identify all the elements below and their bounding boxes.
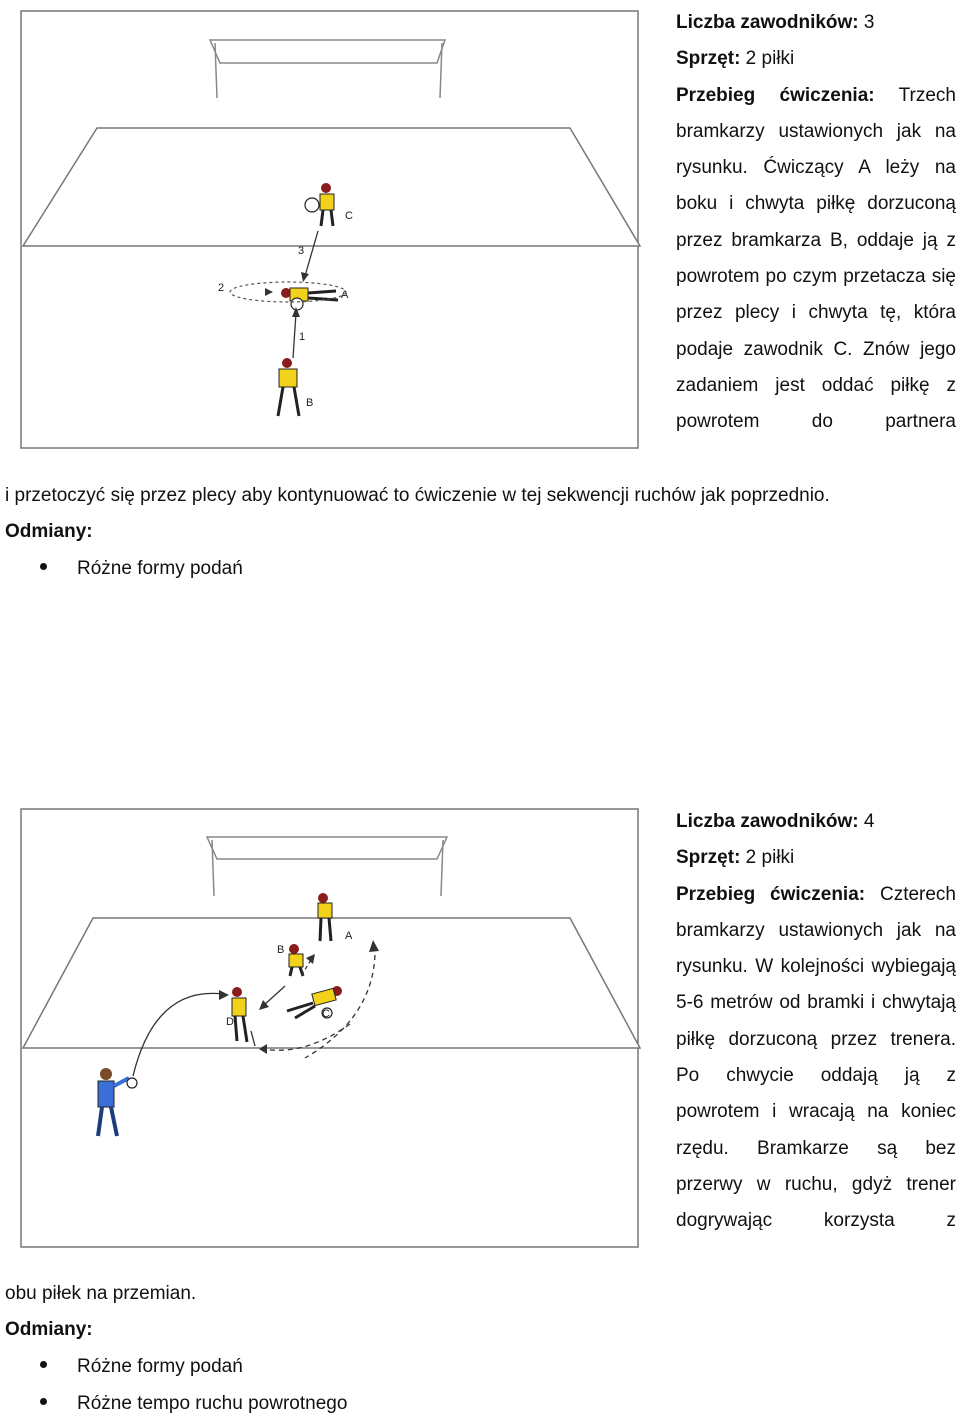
ex2-equipment-line: Sprzęt: 2 piłki <box>676 847 795 869</box>
label-c2: C <box>322 1008 330 1020</box>
ex2-players-line: Liczba zawodników: 4 <box>676 811 875 832</box>
exercise1-variant-item: Różne formy podań <box>40 551 243 587</box>
label-a2: A <box>345 930 353 942</box>
exercise2-continuation: obu piłek na przemian. <box>5 1283 197 1304</box>
label-c: C <box>345 210 353 222</box>
ex2-course-paragraph: Przebieg ćwiczenia: Czterech bramkarzy ustawionych jak na rysunku. W kolejności wybiegają 5-6 metrów od bramki i chwytają piłkę dorzuconą przez trenera. Po chwycie oddają ją z powrotem i wracają na koniec rzędu. Bramkarze są bez przerwy w ruchu, gdyż trener dogrywając korzysta z <box>676 883 956 1232</box>
exercise1-side-text <box>676 5 956 441</box>
label-a: A <box>341 289 349 301</box>
label-2: 2 <box>218 282 225 294</box>
label-3: 3 <box>298 245 305 257</box>
bullet-icon <box>40 563 47 570</box>
exercise2-variants-heading: Odmiany: <box>5 1319 93 1340</box>
ex1-equipment-line: Sprzęt: 2 piłki <box>676 48 795 70</box>
label-b2: B <box>277 944 285 956</box>
exercise2-side-text <box>676 804 956 1240</box>
exercise2-diagram <box>5 806 655 1268</box>
exercise2-variant-item-1: Różne formy podań <box>40 1349 243 1385</box>
ex1-course-paragraph: Przebieg ćwiczenia: Trzech bramkarzy ustawionych jak na rysunku. Ćwiczący A leży na boku i chwyta piłkę dorzuconą przez bramkarza B, oddaje ją z powrotem po czym przetacza się przez plecy i chwyta tę, która podaje zawodnik C. Znów jego zadaniem jest oddać piłkę z powrotem do partnera <box>676 84 956 433</box>
label-d: D <box>226 1016 234 1028</box>
ex1-players-line: Liczba zawodników: 3 <box>676 12 875 33</box>
exercise1-diagram <box>5 8 655 468</box>
label-1: 1 <box>299 331 306 343</box>
bullet-icon <box>40 1398 47 1405</box>
label-b: B <box>306 397 314 409</box>
bullet-icon <box>40 1361 47 1368</box>
exercise2-variant-item-2: Różne tempo ruchu powrotnego <box>40 1386 347 1422</box>
exercise1-variants-heading: Odmiany: <box>5 521 93 542</box>
exercise1-continuation: i przetoczyć się przez plecy aby kontynuować to ćwiczenie w tej sekwencji ruchów jak poprzednio. <box>5 485 830 506</box>
